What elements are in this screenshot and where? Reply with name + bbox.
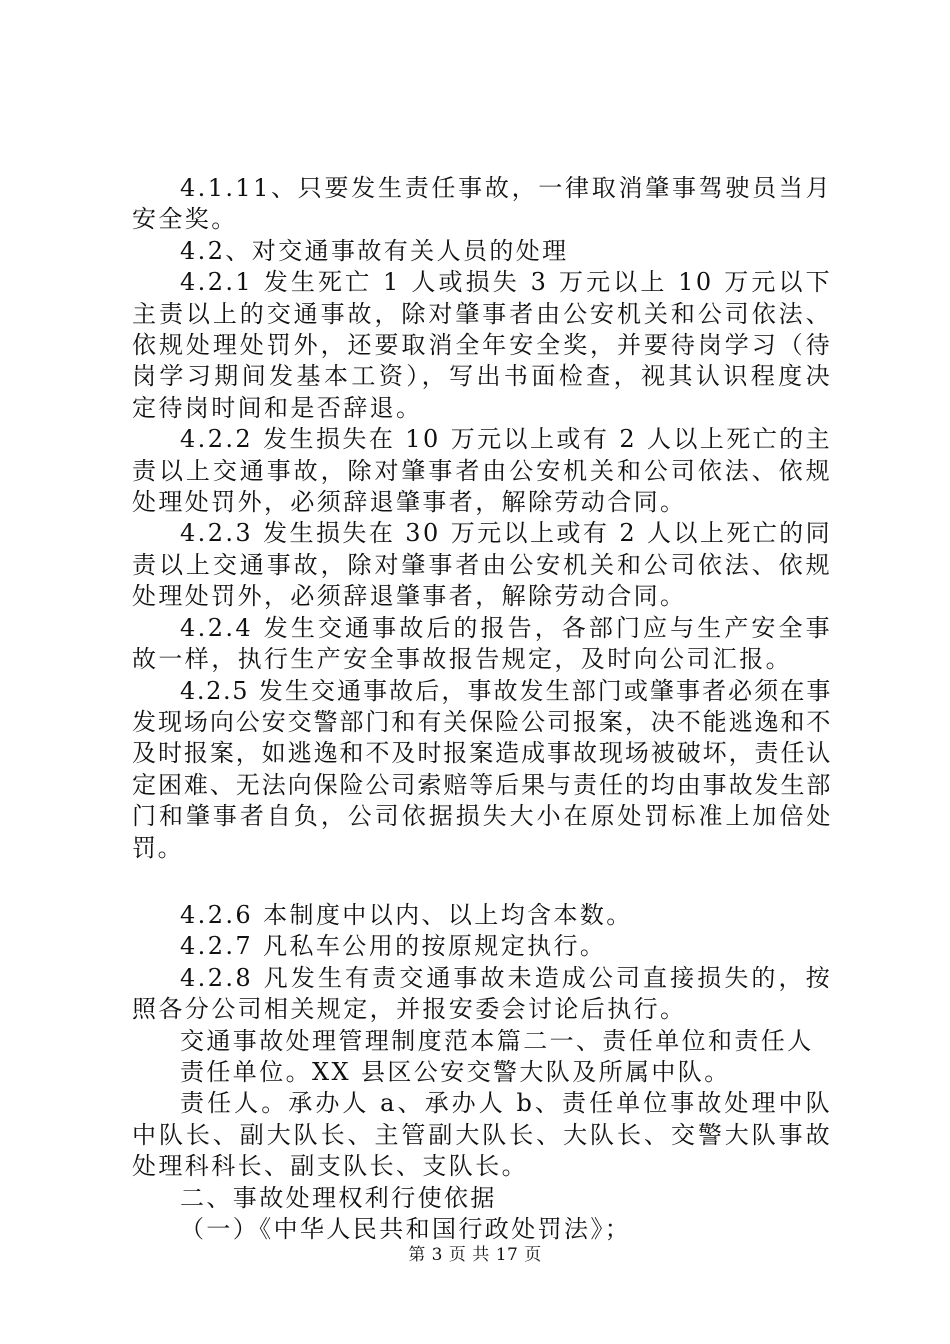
paragraph-4-2-8: 4.2.8 凡发生有责交通事故未造成公司直接损失的，按照各分公司相关规定，并报安委会讨论后执行。 [132,963,832,1024]
page-number-footer: 第 3 页 共 17 页 [408,1245,542,1265]
paragraph-gap [132,864,832,900]
paragraph-responsible-persons: 责任人。承办人 a、承办人 b、责任单位事故处理中队中队长、副大队长、主管副大队长、大队长、交警大队事故处理科科长、副支队长、支队长。 [132,1089,832,1181]
paragraph-4-2-3: 4.2.3 发生损失在 30 万元以上或有 2 人以上死亡的同责以上交通事故，除对肇事者由公安机关和公司依法、依规处理处罚外，必须辞退肇事者，解除劳动合同。 [132,519,832,611]
section-title-part-two: 交通事故处理管理制度范本篇二一、责任单位和责任人 [180,1026,814,1055]
section-heading-4-2: 4.2、对交通事故有关人员的处理 [180,236,569,265]
paragraph-4-2-5: 4.2.5 发生交通事故后，事故发生部门或肇事者必须在事发现场向公安交警部门和有关保险公司报案，决不能逃逸和不及时报案，如逃逸和不及时报案造成事故现场被破坏，责任认定困难、无法向保险公司索赔等后果与责任的均由事故发生部门和肇事者自负，公司依据损失大小在原处罚标准上加倍处罚。 [132,676,832,862]
paragraph-4-2-1: 4.2.1 发生死亡 1 人或损失 3 万元以上 10 万元以下主责以上的交通事故，除对肇事者由公安机关和公司依法、依规处理处罚外，还要取消全年安全奖，并要待岗学习（待岗学习期间发基本工资），写出书面检查，视其认识程度决定待岗时间和是否辞退。 [132,268,832,422]
paragraph-4-2-6: 4.2.6 本制度中以内、以上均含本数。 [180,900,633,929]
paragraph-responsible-unit: 责任单位。XX 县区公安交警大队及所属中队。 [180,1057,731,1086]
section-heading-basis: 二、事故处理权利行使依据 [180,1183,497,1212]
list-item-law: （一）《中华人民共和国行政处罚法》； [180,1215,632,1243]
paragraph-4-2-7: 4.2.7 凡私车公用的按原规定执行。 [180,932,607,961]
paragraph-4-2-2: 4.2.2 发生损失在 10 万元以上或有 2 人以上死亡的主责以上交通事故，除对肇事者由公安机关和公司依法、依规处理处罚外，必须辞退肇事者，解除劳动合同。 [132,425,832,517]
paragraph-4-2-4: 4.2.4 发生交通事故后的报告，各部门应与生产安全事故一样，执行生产安全事故报告规定，及时向公司汇报。 [132,613,832,674]
paragraph-4-1-11: 4.1.11、只要发生责任事故，一律取消肇事驾驶员当月安全奖。 [132,174,832,234]
document-body [132,173,832,1245]
